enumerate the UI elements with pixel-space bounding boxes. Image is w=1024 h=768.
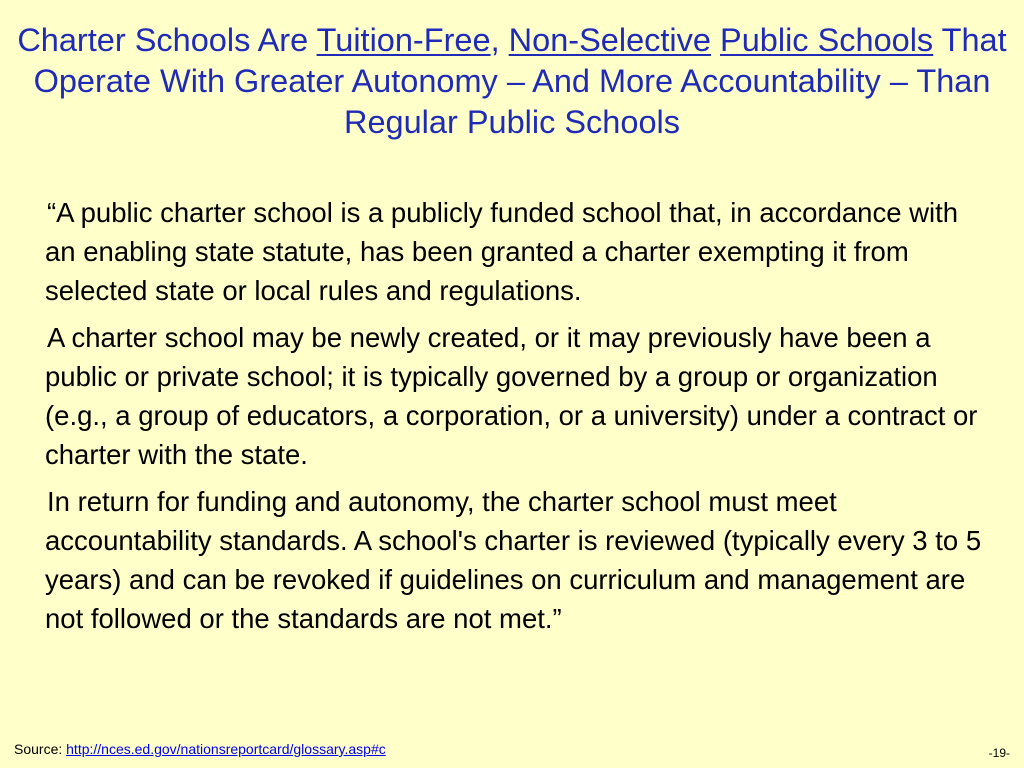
slide-title [10,20,1014,143]
source-link[interactable]: http://nces.ed.gov/nationsreportcard/glossary.asp#c [66,741,386,757]
paragraph-governance: A charter school may be newly created, or it may previously have been a public or private school; it is typically governed by a group or organization (e.g., a group of educators, a corporation, or a university) under a contract or charter with the state. [45,322,978,470]
page-number: -19- [988,746,1010,760]
source-label: Source: [14,741,67,757]
title-text-start: Charter Schools Are [17,22,317,58]
title-tuition-free: Tuition-Free [316,22,491,58]
title-text-end: That Operate With Greater Autonomy – And More Accountability – Than Regular Public Schools [33,22,1007,140]
title-space [711,22,720,58]
title-public-schools: Public Schools [720,22,934,58]
title-non-selective: Non-Selective [508,22,711,58]
paragraph-accountability: In return for funding and autonomy, the charter school must meet accountability standards. A school's charter is reviewed (typically every 3 to 5 years) and can be revoked if guidelines on curriculum and management are not followed or the standards are not met.” [45,486,982,634]
title-comma: , [490,22,509,58]
paragraph-definition: “A public charter school is a publicly funded school that, in accordance with an enabling state statute, has been granted a charter exempting it from selected state or local rules and regulations. [45,197,959,306]
source-citation [14,741,386,757]
slide-body [45,193,995,646]
